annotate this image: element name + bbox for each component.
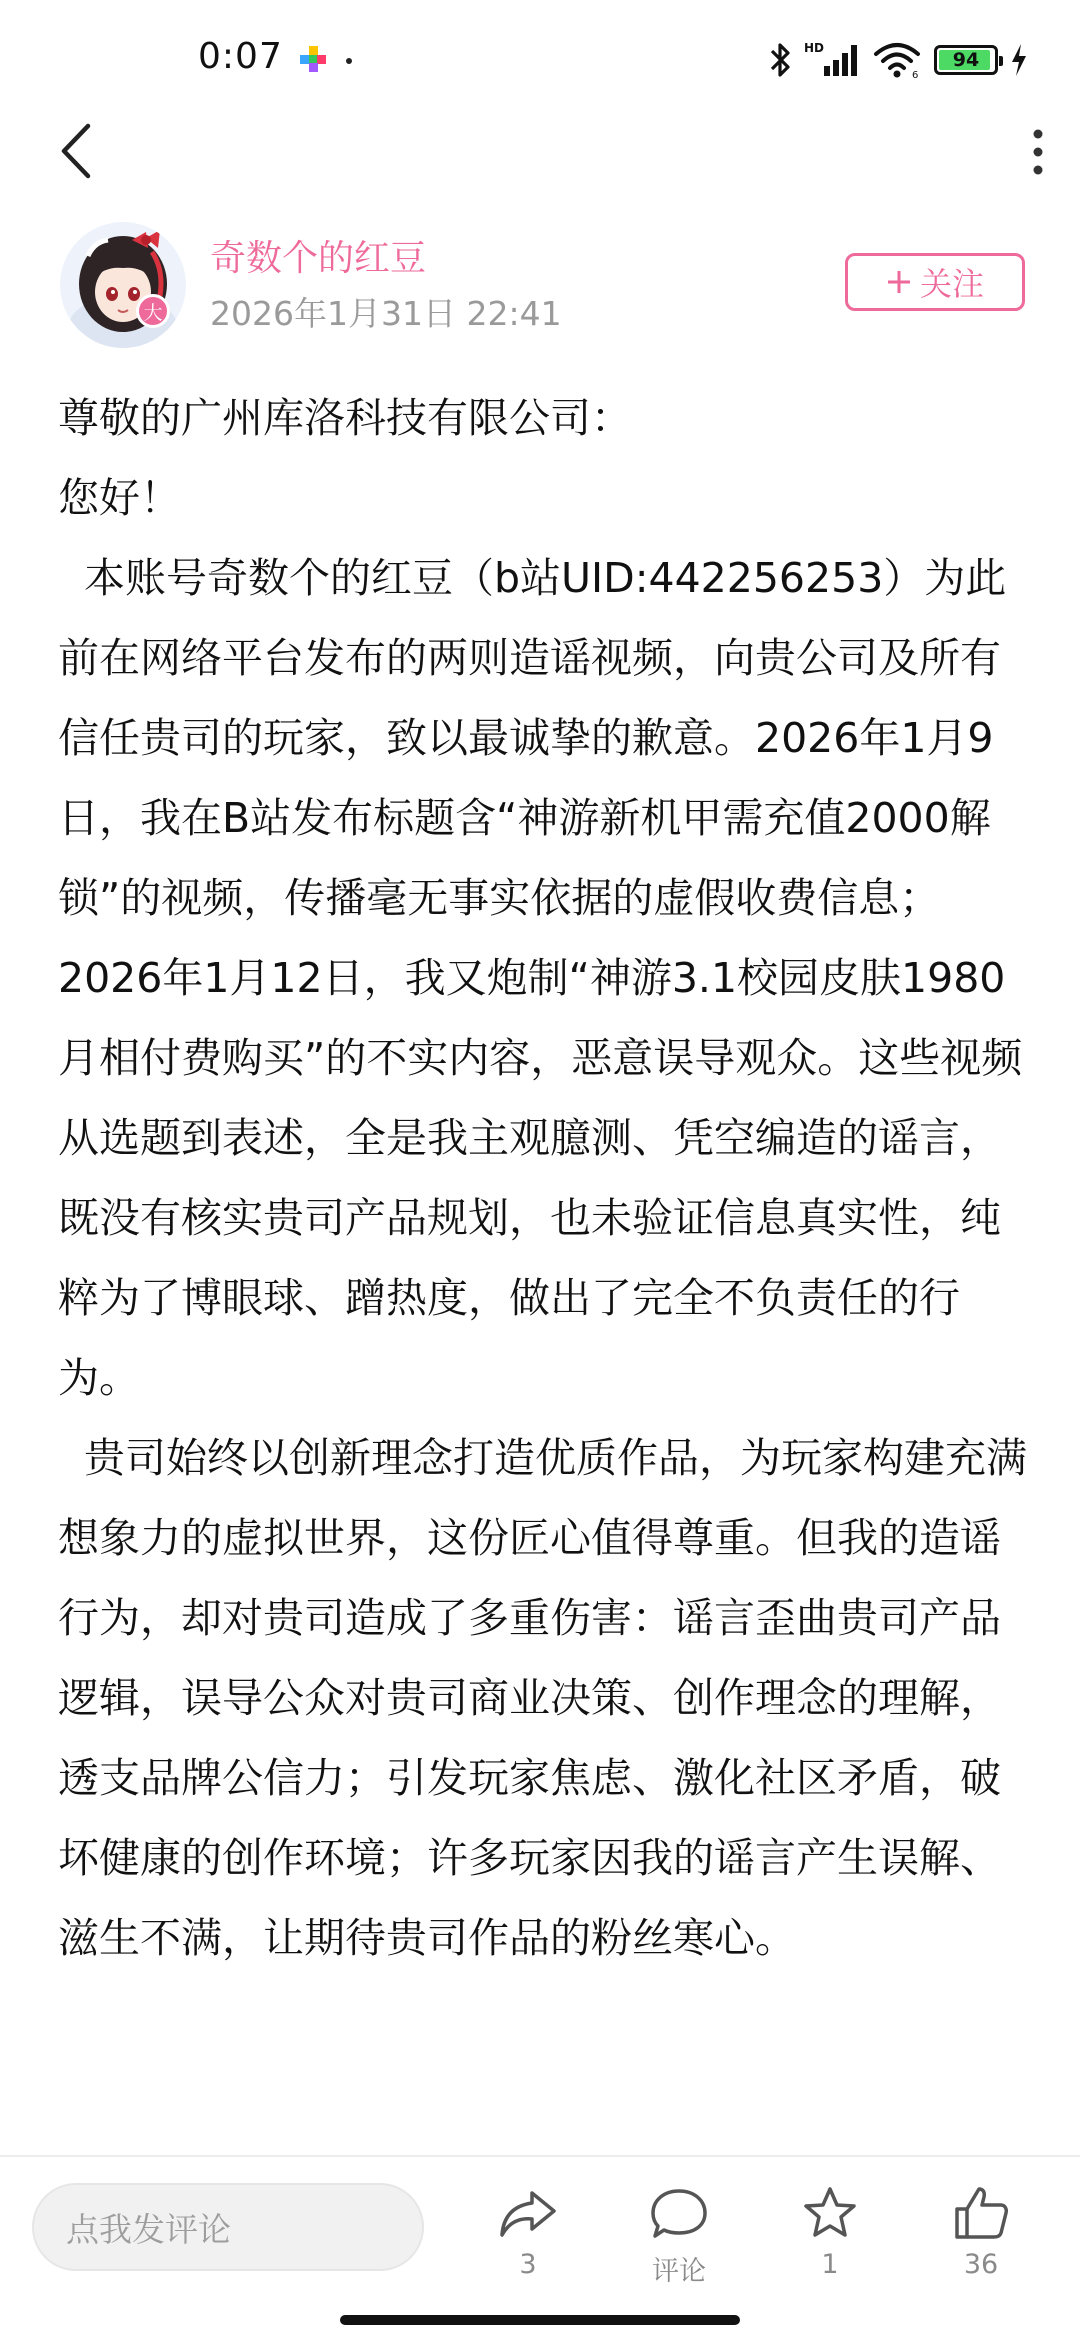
thumbs-up-icon — [949, 2183, 1013, 2243]
svg-text:6: 6 — [912, 70, 919, 80]
comment-icon — [647, 2183, 711, 2243]
like-count: 36 — [963, 2249, 999, 2280]
star-icon — [798, 2183, 862, 2243]
like-button[interactable] — [926, 2183, 1036, 2293]
share-button[interactable] — [473, 2183, 583, 2293]
more-button[interactable] — [1000, 124, 1050, 180]
battery-indicator — [934, 45, 998, 75]
comment-button[interactable] — [624, 2183, 734, 2293]
plus-icon — [886, 269, 912, 295]
follow-label: 关注 — [919, 265, 984, 303]
bottom-action-bar — [0, 2155, 1080, 2342]
favorite-count: 1 — [821, 2249, 839, 2280]
follow-button[interactable] — [845, 253, 1025, 311]
app-notification-icon — [300, 46, 326, 72]
charging-icon — [1010, 44, 1028, 76]
article-paragraph: 贵司始终以创新理念打造优质作品，为玩家构建充满想象力的虚拟世界，这份匠心值得尊重。但我的造谣行为，却对贵司造成了多重伤害：谣言歪曲贵司产品逻辑，误导公众对贵司商业决策、创作理念的理解，透支品牌公信力；引发玩家焦虑、激化社区矛盾，破坏健康的创作环境；许多玩家因我的谣言产生误解、滋生不满，让期待贵司作品的粉丝寒心。 — [58, 1434, 1027, 1962]
back-button[interactable] — [54, 118, 104, 184]
comment-input[interactable]: 点我发评论 — [32, 2183, 424, 2271]
battery-tip — [999, 56, 1003, 66]
bluetooth-icon — [768, 40, 792, 80]
avatar-level-badge: 大 — [136, 294, 170, 328]
article-greeting: 您好！ — [58, 474, 181, 522]
comment-label: 评论 — [652, 2256, 706, 2287]
notification-dot — [346, 58, 352, 64]
home-indicator[interactable] — [340, 2315, 740, 2325]
signal-icon — [804, 40, 860, 80]
status-time: 0:07 — [198, 36, 283, 77]
status-bar — [0, 0, 1080, 120]
avatar[interactable] — [60, 222, 186, 348]
favorite-button[interactable] — [775, 2183, 885, 2293]
back-icon — [54, 118, 104, 184]
status-indicators — [768, 38, 1028, 82]
article-paragraph: 本账号奇数个的红豆（b站UID:442256253）为此前在网络平台发布的两则造谣视频，向贵公司及所有信任贵司的玩家，致以最诚挚的歉意。2026年1月9日，我在B站发布标题含“神游新机甲需充值2000解锁”的视频，传播毫无事实依据的虚假收费信息；2026年1月12日，我又炮制“神游3.1校园皮肤1980月相付费购买”的不实内容，恶意误导观众。这些视频从选题到表述，全是我主观臆测、凭空编造的谣言，既没有核实贵司产品规划，也未验证信息真实性，纯粹为了博眼球、蹭热度，做出了完全不负责任的行为。 — [58, 554, 1023, 1402]
wifi-icon — [872, 40, 922, 80]
share-count: 3 — [519, 2249, 537, 2280]
svg-text:HD: HD — [804, 41, 825, 55]
author-name[interactable]: 奇数个的红豆 — [210, 238, 427, 279]
article-salutation: 尊敬的广州库洛科技有限公司： — [58, 394, 632, 442]
share-icon — [496, 2183, 560, 2243]
article-body — [58, 378, 1030, 2168]
post-date: 2026年1月31日 22:41 — [210, 294, 562, 333]
more-icon — [1000, 124, 1050, 180]
battery-level: 94 — [952, 49, 980, 71]
